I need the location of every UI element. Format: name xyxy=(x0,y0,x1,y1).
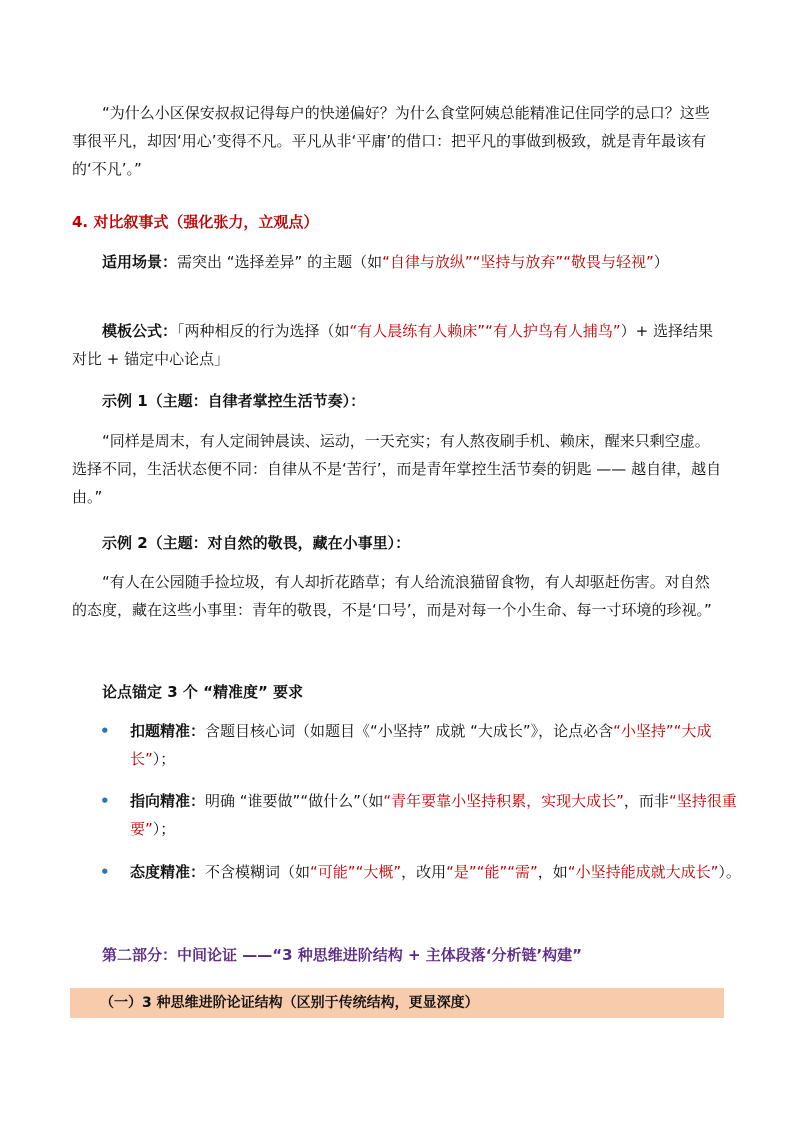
scene-label: 适用场景： xyxy=(102,253,178,271)
quote-paragraph-1: “为什么小区保安叔叔记得每户的快递偏好？为什么食堂阿姨总能精准记住同学的忌口？这些事很平凡，却因‘用心’变得不凡。平凡从非‘平庸’的借口：把平凡的事做到极致，就是青年最该有的‘不凡’。” xyxy=(72,104,710,178)
example-2-text: “有人在公园随手捡垃圾，有人却折花踏草；有人给流浪猫留食物，有人却驱赶伤害。对自然的态度，藏在这些小事里：青年的敬畏，不是‘口号’，而是对每一个小生命、每一寸环境的珍视。” xyxy=(72,573,712,619)
scene-post: ） xyxy=(653,253,669,271)
bullet-2-mid: ，而非 xyxy=(623,792,669,810)
bullet-1-label: 扣题精准： xyxy=(130,722,206,740)
formula-label: 模板公式： xyxy=(102,322,178,340)
bullet-1-red: “小坚持”“大成长” xyxy=(130,722,712,768)
bullet-2-pre: 明确 “谁要做”“做什么”（如 xyxy=(205,792,384,810)
formula-paragraph xyxy=(72,317,724,373)
bullet-3-red: “可能”“大概” xyxy=(310,863,402,881)
bullet-1-pre: 含题目核心词（如题目《“小坚持” 成就 “大成长”》，论点必含 xyxy=(205,722,614,740)
bullet-3-mid2: ，如 xyxy=(537,863,568,881)
example-1-text: “同样是周末，有人定闹钟晨读、运动，一天充实；有人熬夜刷手机、赖床，醒来只剩空虚。选择不同，生活状态便不同：自律从不是‘苦行’，而是青年掌控生活节奏的钥匙 —— 越自律，越自由。” xyxy=(72,432,722,506)
bullet-dot-icon: • xyxy=(100,792,110,810)
bullet-3-pre: 不含模糊词（如 xyxy=(205,863,311,881)
bullet-3-label: 态度精准： xyxy=(130,863,206,881)
bullet-item-3 xyxy=(100,858,754,886)
bullet-dot-icon: • xyxy=(100,722,110,740)
scene-paragraph xyxy=(72,248,724,276)
bullet-1-post: ）； xyxy=(152,750,176,768)
formula-red: “有人晨练有人赖床”“有人护鸟有人捕鸟” xyxy=(349,322,621,340)
section-1-bar xyxy=(70,988,724,1018)
example-2-title: 示例 2（主题：对自然的敬畏，藏在小事里）： xyxy=(102,534,411,552)
bullet-3-post: ）。 xyxy=(718,863,741,881)
section-heading-4: 4. 对比叙事式（强化张力，立观点） xyxy=(72,213,319,231)
example-1-title: 示例 1（主题：自律者掌控生活节奏）： xyxy=(102,392,366,410)
formula-post: ）+ 选择结果对比 + 锚定中心论点」 xyxy=(72,322,713,368)
scene-red: “自律与放纵”“坚持与放弃”“敬畏与轻视” xyxy=(382,253,654,271)
anchor-title: 论点锚定 3 个 “精准度” 要求 xyxy=(102,683,304,701)
bullet-3-red3: “小坚持能成就大成长” xyxy=(567,863,719,881)
bullet-3-red2: “是”“能”“需” xyxy=(446,863,538,881)
part-2-heading: 第二部分：中间论证 ——“3 种思维进阶结构 + 主体段落‘分析链’构建” xyxy=(102,946,583,964)
bullet-item-2 xyxy=(100,787,754,843)
formula-pre: 「两种相反的行为选择（如 xyxy=(177,322,350,340)
bullet-2-red2: “坚持很重要” xyxy=(130,792,737,838)
section-1-title: （一）3 种思维进阶论证结构（区别于传统结构，更显深度） xyxy=(100,995,479,1011)
bullet-2-post: ）； xyxy=(152,820,176,838)
bullet-3-mid: ，改用 xyxy=(401,863,447,881)
scene-pre: 需突出 “选择差异” 的主题（如 xyxy=(177,253,383,271)
bullet-2-red: “青年要靠小坚持积累，实现大成长” xyxy=(383,792,624,810)
bullet-2-label: 指向精准： xyxy=(130,792,206,810)
bullet-item-1 xyxy=(100,717,754,773)
bullet-dot-icon: • xyxy=(100,863,110,881)
